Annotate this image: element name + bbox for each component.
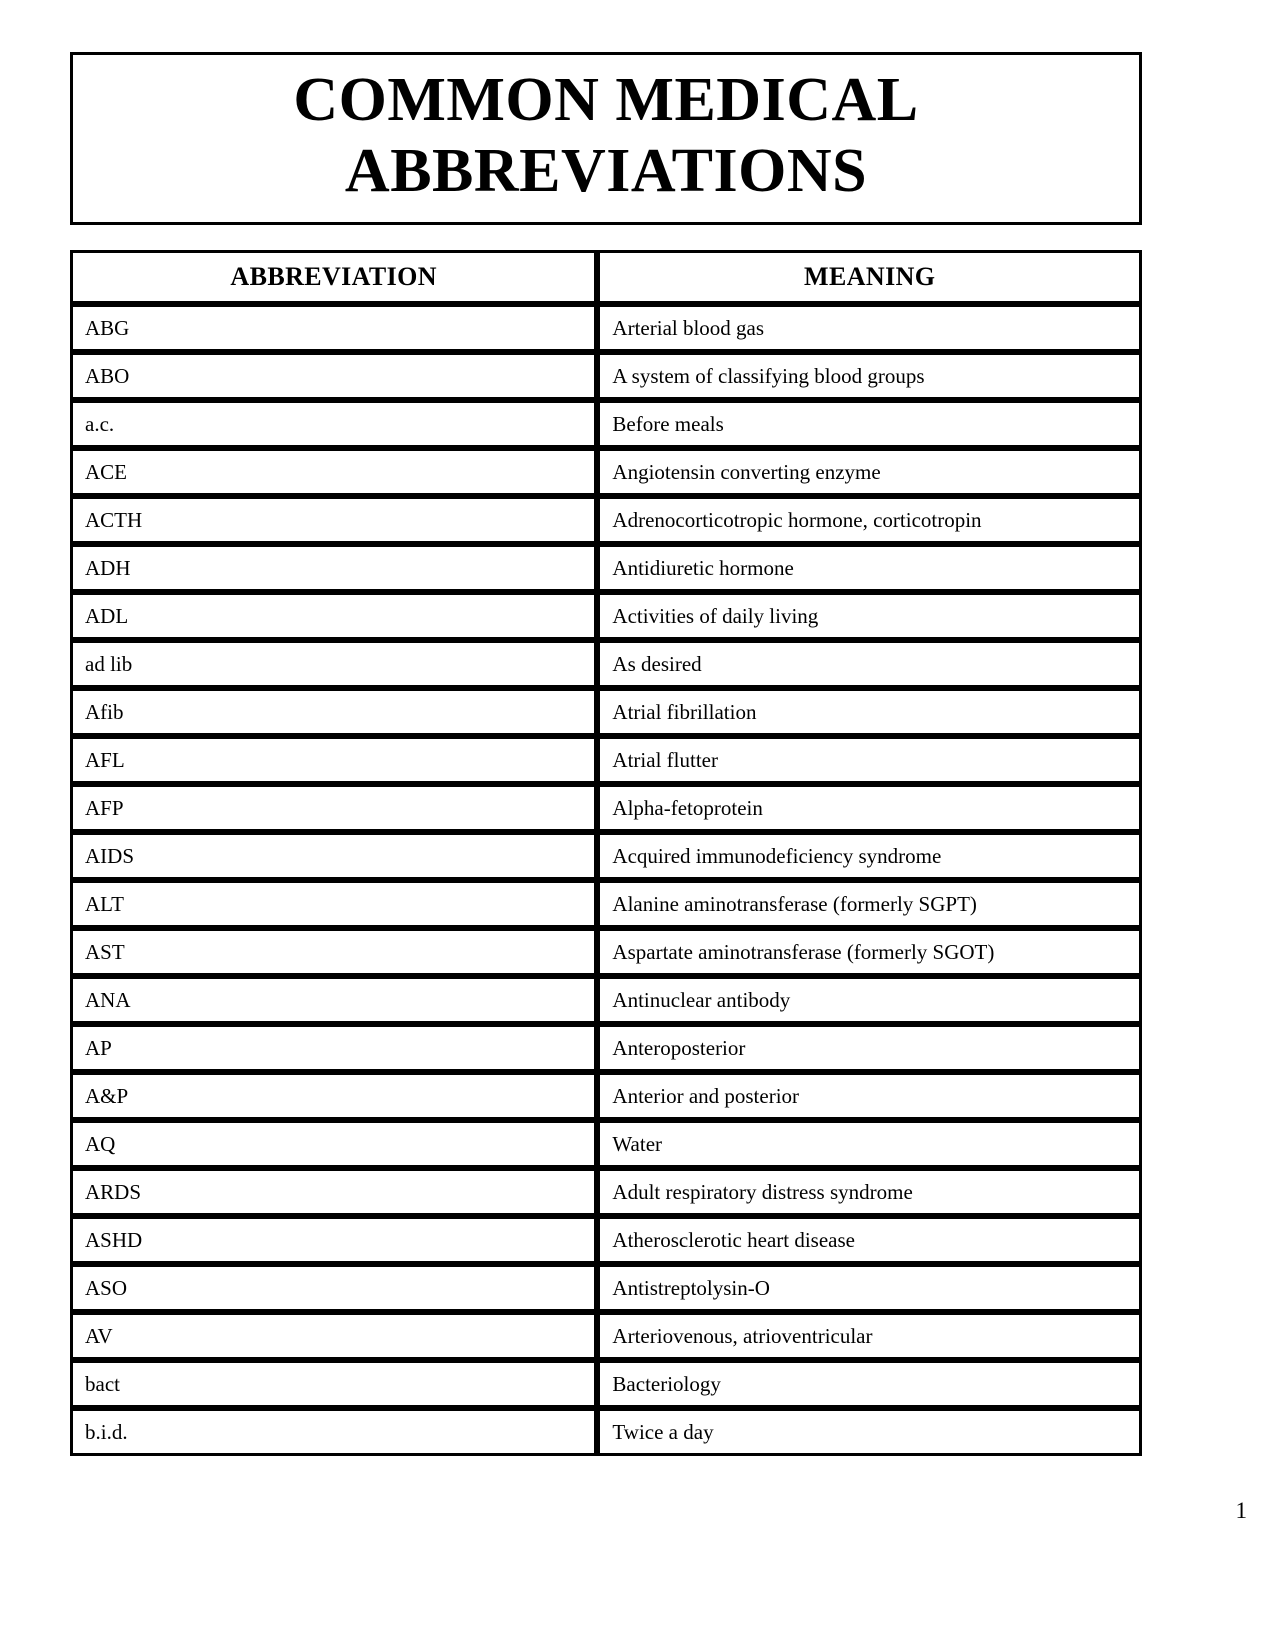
column-header-abbreviation: ABBREVIATION <box>70 250 597 304</box>
cell-meaning: Adult respiratory distress syndrome <box>597 1168 1142 1216</box>
cell-abbreviation: ad lib <box>70 640 597 688</box>
table-body <box>70 304 1142 1456</box>
cell-abbreviation: AFP <box>70 784 597 832</box>
cell-abbreviation: bact <box>70 1360 597 1408</box>
table-row <box>70 1168 1142 1216</box>
cell-abbreviation: AST <box>70 928 597 976</box>
page-title-line-2: ABBREVIATIONS <box>344 137 868 206</box>
table-row <box>70 832 1142 880</box>
cell-abbreviation: A&P <box>70 1072 597 1120</box>
table-row <box>70 1024 1142 1072</box>
table-row <box>70 496 1142 544</box>
document-title-block <box>70 52 1142 225</box>
cell-meaning: Angiotensin converting enzyme <box>597 448 1142 496</box>
cell-abbreviation: AFL <box>70 736 597 784</box>
cell-abbreviation: ACE <box>70 448 597 496</box>
cell-meaning: Adrenocorticotropic hormone, corticotropin <box>597 496 1142 544</box>
cell-meaning: Antidiuretic hormone <box>597 544 1142 592</box>
table-row <box>70 352 1142 400</box>
cell-meaning: Arterial blood gas <box>597 304 1142 352</box>
table-row <box>70 592 1142 640</box>
cell-meaning: Atrial fibrillation <box>597 688 1142 736</box>
cell-meaning: Atherosclerotic heart disease <box>597 1216 1142 1264</box>
table-row <box>70 1216 1142 1264</box>
table-row <box>70 640 1142 688</box>
cell-meaning: Acquired immunodeficiency syndrome <box>597 832 1142 880</box>
cell-abbreviation: a.c. <box>70 400 597 448</box>
table-row <box>70 784 1142 832</box>
table-row <box>70 928 1142 976</box>
abbreviations-table <box>70 250 1142 1456</box>
cell-meaning: Anteroposterior <box>597 1024 1142 1072</box>
cell-meaning: Antinuclear antibody <box>597 976 1142 1024</box>
table-row <box>70 880 1142 928</box>
table-row <box>70 1072 1142 1120</box>
cell-meaning: Twice a day <box>597 1408 1142 1456</box>
cell-abbreviation: ANA <box>70 976 597 1024</box>
page-title-line-1: COMMON MEDICAL <box>293 66 919 134</box>
cell-meaning: Antistreptolysin-O <box>597 1264 1142 1312</box>
table-row <box>70 448 1142 496</box>
cell-abbreviation: ASHD <box>70 1216 597 1264</box>
table-row <box>70 1312 1142 1360</box>
table-row <box>70 304 1142 352</box>
table-row <box>70 736 1142 784</box>
table-row <box>70 400 1142 448</box>
table-row <box>70 1408 1142 1456</box>
cell-abbreviation: AV <box>70 1312 597 1360</box>
cell-abbreviation: AIDS <box>70 832 597 880</box>
table-header-row <box>70 250 1142 304</box>
cell-meaning: As desired <box>597 640 1142 688</box>
cell-meaning: Anterior and posterior <box>597 1072 1142 1120</box>
page-number: 1 <box>1235 1498 1247 1523</box>
cell-meaning: Before meals <box>597 400 1142 448</box>
cell-meaning: Atrial flutter <box>597 736 1142 784</box>
cell-abbreviation: Afib <box>70 688 597 736</box>
cell-abbreviation: ACTH <box>70 496 597 544</box>
table-row <box>70 976 1142 1024</box>
cell-meaning: Alanine aminotransferase (formerly SGPT) <box>597 880 1142 928</box>
cell-meaning: Activities of daily living <box>597 592 1142 640</box>
cell-abbreviation: ADL <box>70 592 597 640</box>
cell-meaning: Aspartate aminotransferase (formerly SGOT) <box>597 928 1142 976</box>
table-row <box>70 1264 1142 1312</box>
table-row <box>70 544 1142 592</box>
cell-meaning: Alpha-fetoprotein <box>597 784 1142 832</box>
table-row <box>70 688 1142 736</box>
cell-abbreviation: ADH <box>70 544 597 592</box>
cell-abbreviation: AQ <box>70 1120 597 1168</box>
cell-meaning: Bacteriology <box>597 1360 1142 1408</box>
table-row <box>70 1120 1142 1168</box>
cell-meaning: Arteriovenous, atrioventricular <box>597 1312 1142 1360</box>
column-header-meaning: MEANING <box>597 250 1142 304</box>
cell-meaning: Water <box>597 1120 1142 1168</box>
cell-abbreviation: ARDS <box>70 1168 597 1216</box>
table-row <box>70 1360 1142 1408</box>
table-header <box>70 250 1142 304</box>
cell-abbreviation: ABO <box>70 352 597 400</box>
cell-abbreviation: AP <box>70 1024 597 1072</box>
cell-abbreviation: ASO <box>70 1264 597 1312</box>
cell-abbreviation: b.i.d. <box>70 1408 597 1456</box>
cell-meaning: A system of classifying blood groups <box>597 352 1142 400</box>
cell-abbreviation: ALT <box>70 880 597 928</box>
cell-abbreviation: ABG <box>70 304 597 352</box>
